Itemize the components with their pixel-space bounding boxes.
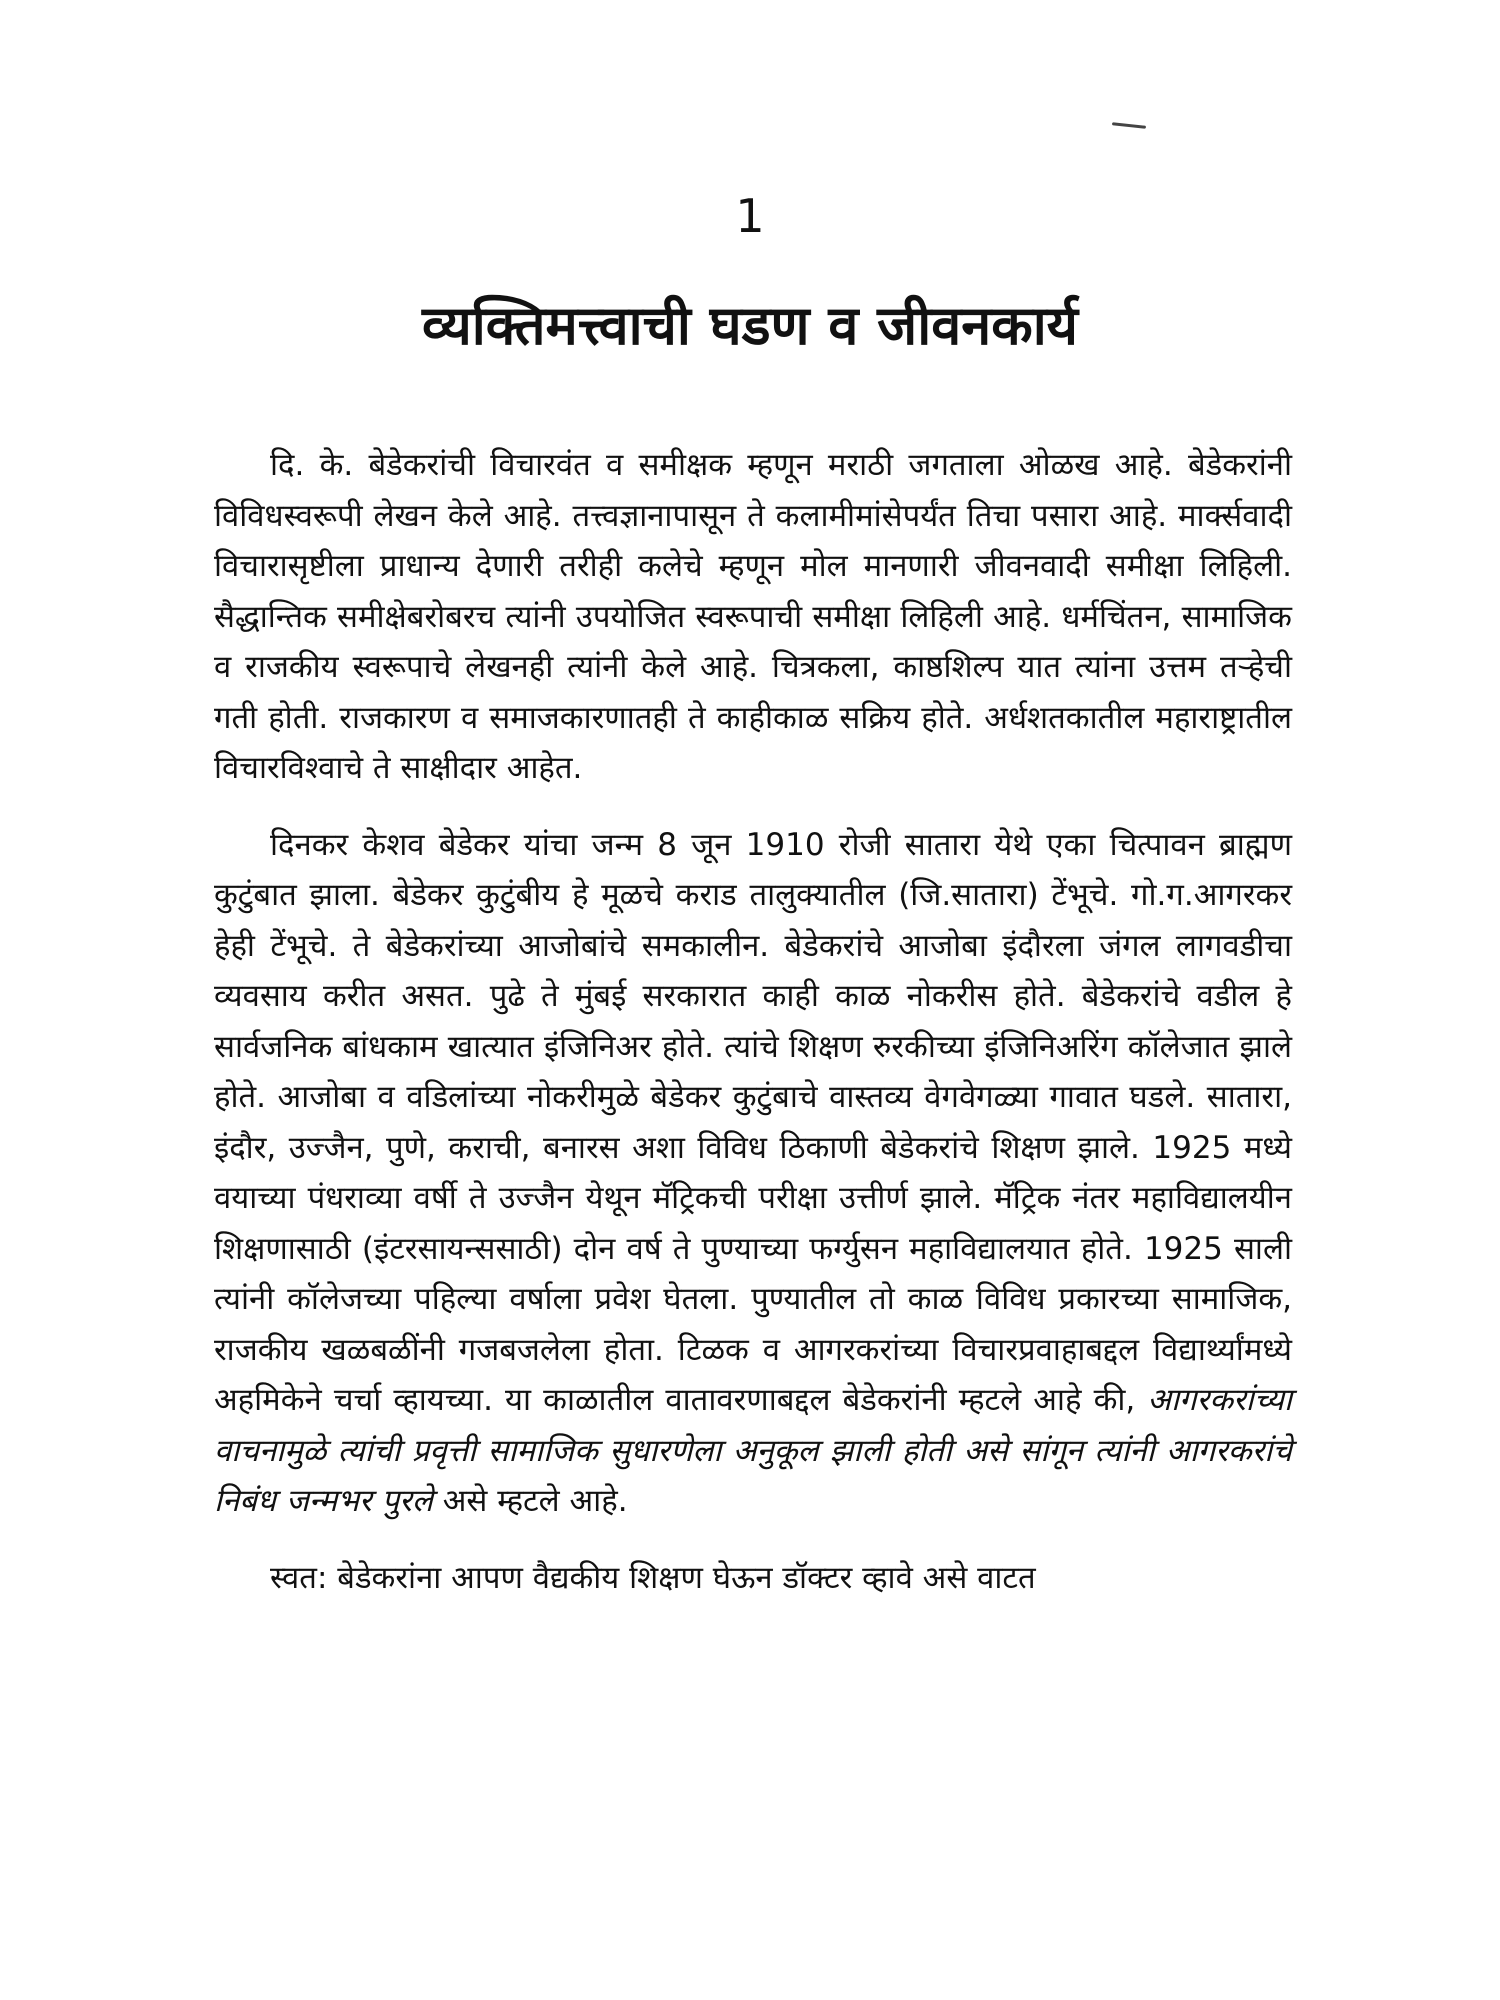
biography-text-end: असे म्हटले आहे. [432,1483,628,1519]
biography-text: दिनकर केशव बेडेकर यांचा जन्म 8 जून 1910 रोजी सातारा येथे एका चित्पावन ब्राह्मण कुटुंबात झाला. बेडेकर कुटुंबीय हे मूळचे कराड तालुक्यातील (जि.सातारा) टेंभूचे. गो.ग.आगरकर हेही टेंभूचे. ते बेडेकरांच्या आजोबांचे समकालीन. बेडेकरांचे आजोबा इंदौरला जंगल लागवडीचा व्यवसाय करीत असत. पुढे ते मुंबई सरकारात काही काळ नोकरीस होते. बेडेकरांचे वडील हे सार्वजनिक बांधकाम खात्यात इंजिनिअर होते. त्यांचे शिक्षण रुरकीच्या इंजिनिअरिंग कॉलेजात झाले होते. आजोबा व वडिलांच्या नोकरीमुळे बेडेकर कुटुंबाचे वास्तव्य वेगवेगळ्या गावात घडले. सातारा, इंदौर, उज्जैन, पुणे, कराची, बनारस अशा विविध ठिकाणी बेडेकरांचे शिक्षण झाले. 1925 मध्ये वयाच्या पंधराव्या वर्षी ते उज्जैन येथून मॅट्रिकची परीक्षा उत्तीर्ण झाले. मॅट्रिक नंतर महाविद्यालयीन शिक्षणासाठी (इंटरसायन्ससाठी) दोन वर्ष ते पुण्याच्या फर्ग्युसन महाविद्यालयात होते. 1925 साली त्यांनी कॉलेजच्या पहिल्या वर्षाला प्रवेश घेतला. पुण्यातील तो काळ विविध प्रकारच्या सामाजिक, राजकीय खळबळींनी गजबजलेला होता. टिळक व आगरकरांच्या विचारप्रवाहाबद्दल विद्यार्थ्यांमध्ये अहमिकेने चर्चा व्हायच्या. या काळातील वातावरणाबद्दल बेडेकरांनी म्हटले आहे की, [214,826,1292,1418]
chapter-title: व्यक्तिमत्त्वाची घडण व जीवनकार्य [421,294,1078,357]
quoted-remark: आगरकरांच्या वाचनामुळे त्यांची प्रवृत्ती सामाजिक सुधारणेला अनुकूल झाली होती असे सांगून त्यांनी आगरकरांचे निबंध जन्मभर पुरले [214,1382,1292,1519]
stray-pen-mark [1112,122,1146,129]
paragraph-biography [214,820,1292,1527]
chapter-number: 1 [735,189,765,243]
paragraph-medical: स्वत: बेडेकरांना आपण वैद्यकीय शिक्षण घेऊन डॉक्टर व्हावे असे वाटत [270,1559,1036,1596]
body-text [214,440,1292,1603]
paragraph-intro: दि. के. बेडेकरांची विचारवंत व समीक्षक म्हणून मराठी जगताला ओळख आहे. बेडेकरांनी विविधस्वरूपी लेखन केले आहे. तत्त्वज्ञानापासून ते कलामीमांसेपर्यंत तिचा पसारा आहे. मार्क्सवादी विचारासृष्टीला प्राधान्य देणारी तरीही कलेचे म्हणून मोल मानणारी जीवनवादी समीक्षा लिहिली. सैद्धान्तिक समीक्षेबरोबरच त्यांनी उपयोजित स्वरूपाची समीक्षा लिहिली आहे. धर्मचिंतन, सामाजिक व राजकीय स्वरूपाचे लेखनही त्यांनी केले आहे. चित्रकला, काष्ठशिल्प यात त्यांना उत्तम तऱ्हेची गती होती. राजकारण व समाजकारणातही ते काहीकाळ सक्रिय होते. अर्धशतकातील महाराष्ट्रातील विचारविश्वाचे ते साक्षीदार आहेत. [214,447,1292,786]
